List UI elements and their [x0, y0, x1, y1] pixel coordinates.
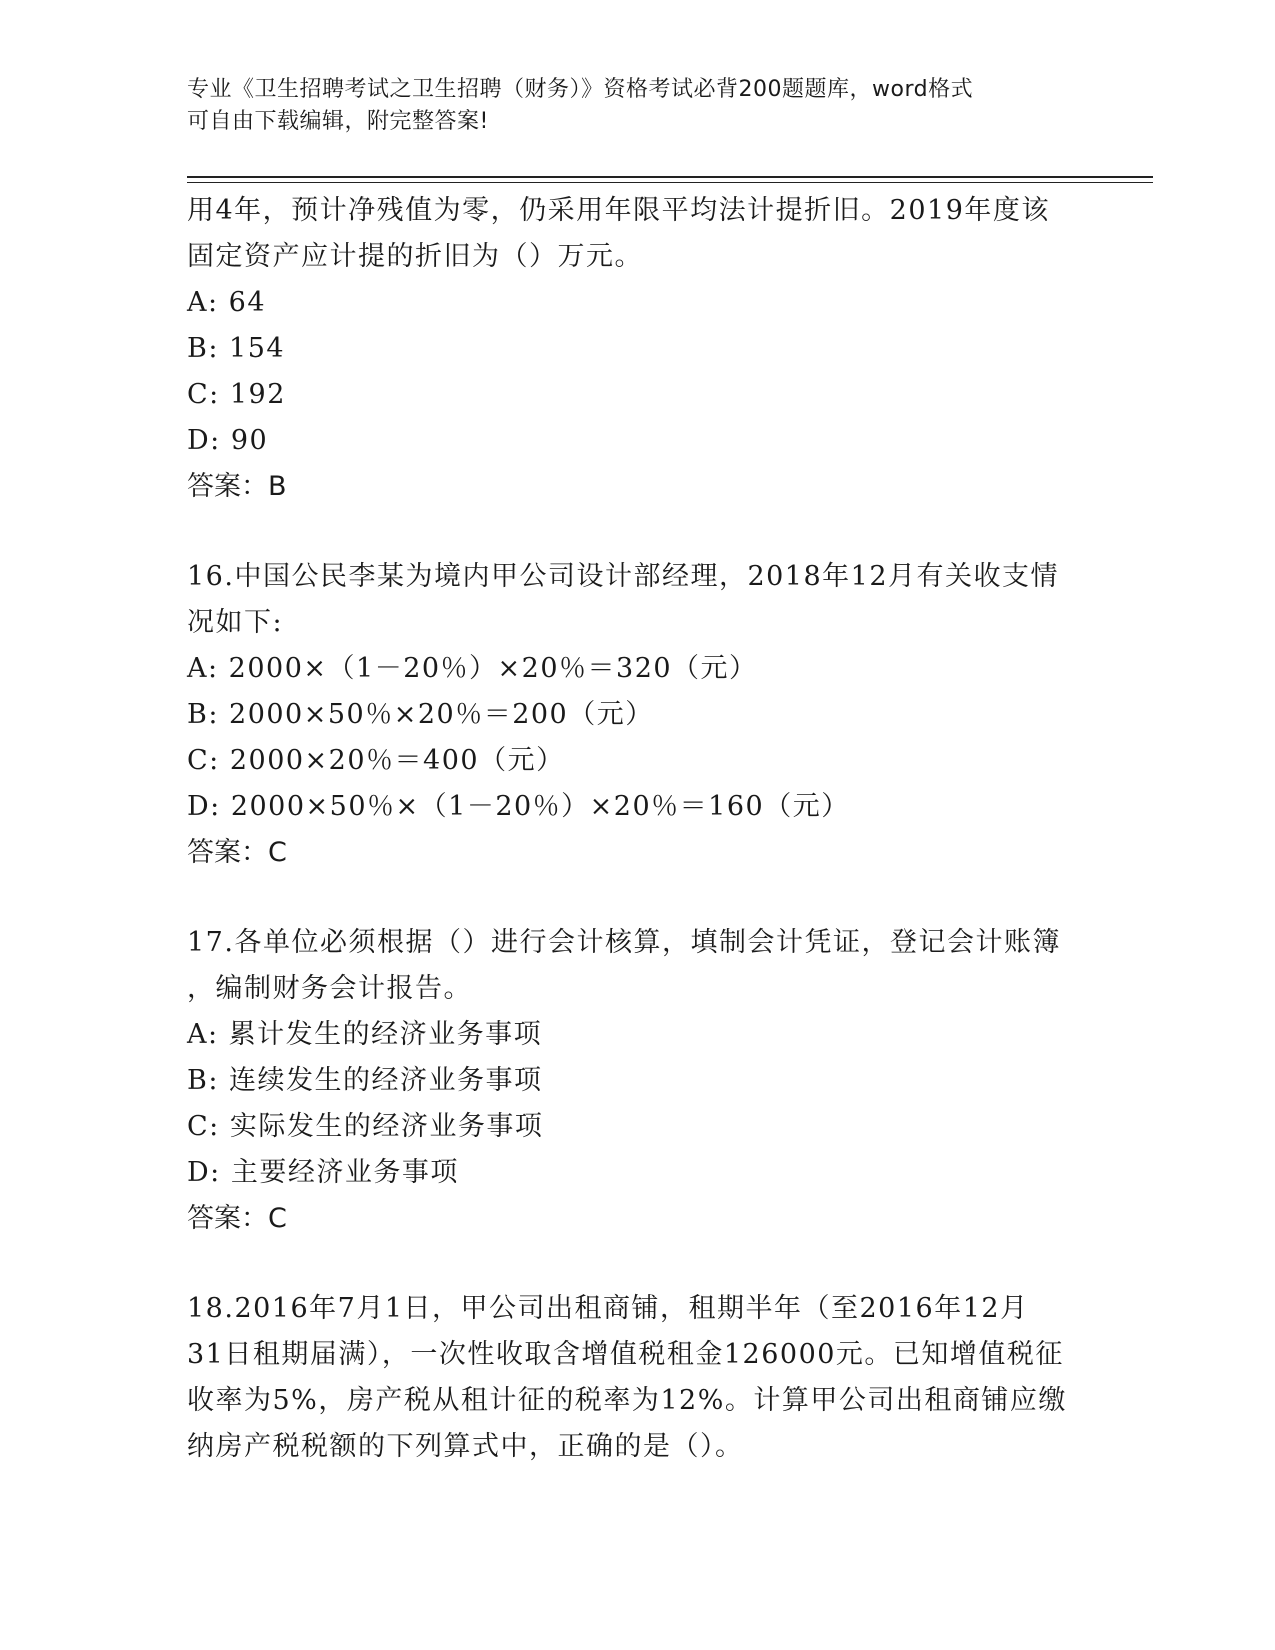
option-a: A: 累计发生的经济业务事项: [187, 1019, 543, 1050]
question-17: [187, 920, 1087, 1242]
option-d: D: 2000×50％×（1－20％）×20％＝160（元）: [187, 791, 850, 822]
document-header: [187, 74, 1087, 138]
header-title-line-2: 可自由下载编辑，附完整答案!: [187, 109, 489, 134]
question-15: [187, 188, 1087, 510]
answer: 答案：B: [187, 471, 287, 502]
question-list: [187, 188, 1087, 1470]
option-c: C: 实际发生的经济业务事项: [187, 1111, 544, 1142]
question-stem-line: 收率为5%，房产税从租计征的税率为12%。计算甲公司出租商铺应缴: [187, 1385, 1067, 1416]
option-d: D: 90: [187, 425, 269, 456]
question-stem-line: 18.2016年7月1日，甲公司出租商铺，租期半年（至2016年12月: [187, 1293, 1029, 1324]
option-a: A: 64: [187, 287, 267, 318]
question-stem-line: 固定资产应计提的折旧为（）万元。: [187, 241, 643, 272]
question-stem-line: 况如下:: [187, 607, 284, 638]
question-stem-line: 31日租期届满），一次性收取含增值税租金126000元。已知增值税征: [187, 1339, 1064, 1370]
question-stem-line: ，编制财务会计报告。: [187, 973, 472, 1004]
option-d: D: 主要经济业务事项: [187, 1157, 459, 1188]
option-b: B: 2000×50％×20％＝200（元）: [187, 699, 654, 730]
answer: 答案：C: [187, 837, 287, 868]
question-stem-line: 16.中国公民李某为境内甲公司设计部经理，2018年12月有关收支情: [187, 561, 1060, 592]
option-c: C: 2000×20％＝400（元）: [187, 745, 565, 776]
header-divider-thick: [187, 176, 1153, 178]
question-stem-line: 纳房产税税额的下列算式中，正确的是（）。: [187, 1431, 744, 1462]
option-b: B: 连续发生的经济业务事项: [187, 1065, 543, 1096]
option-b: B: 154: [187, 333, 286, 364]
header-divider-thin: [187, 182, 1153, 183]
answer: 答案：C: [187, 1203, 287, 1234]
question-18: [187, 1286, 1087, 1470]
option-a: A: 2000×（1－20％）×20％＝320（元）: [187, 653, 758, 684]
question-16: [187, 554, 1087, 876]
question-stem-line: 17.各单位必须根据（）进行会计核算，填制会计凭证，登记会计账簿: [187, 927, 1061, 958]
option-c: C: 192: [187, 379, 286, 410]
question-stem-line: 用4年，预计净残值为零，仍采用年限平均法计提折旧。2019年度该: [187, 195, 1050, 226]
header-title-line-1: 专业《卫生招聘考试之卫生招聘（财务）》资格考试必背200题题库，word格式: [187, 77, 974, 102]
